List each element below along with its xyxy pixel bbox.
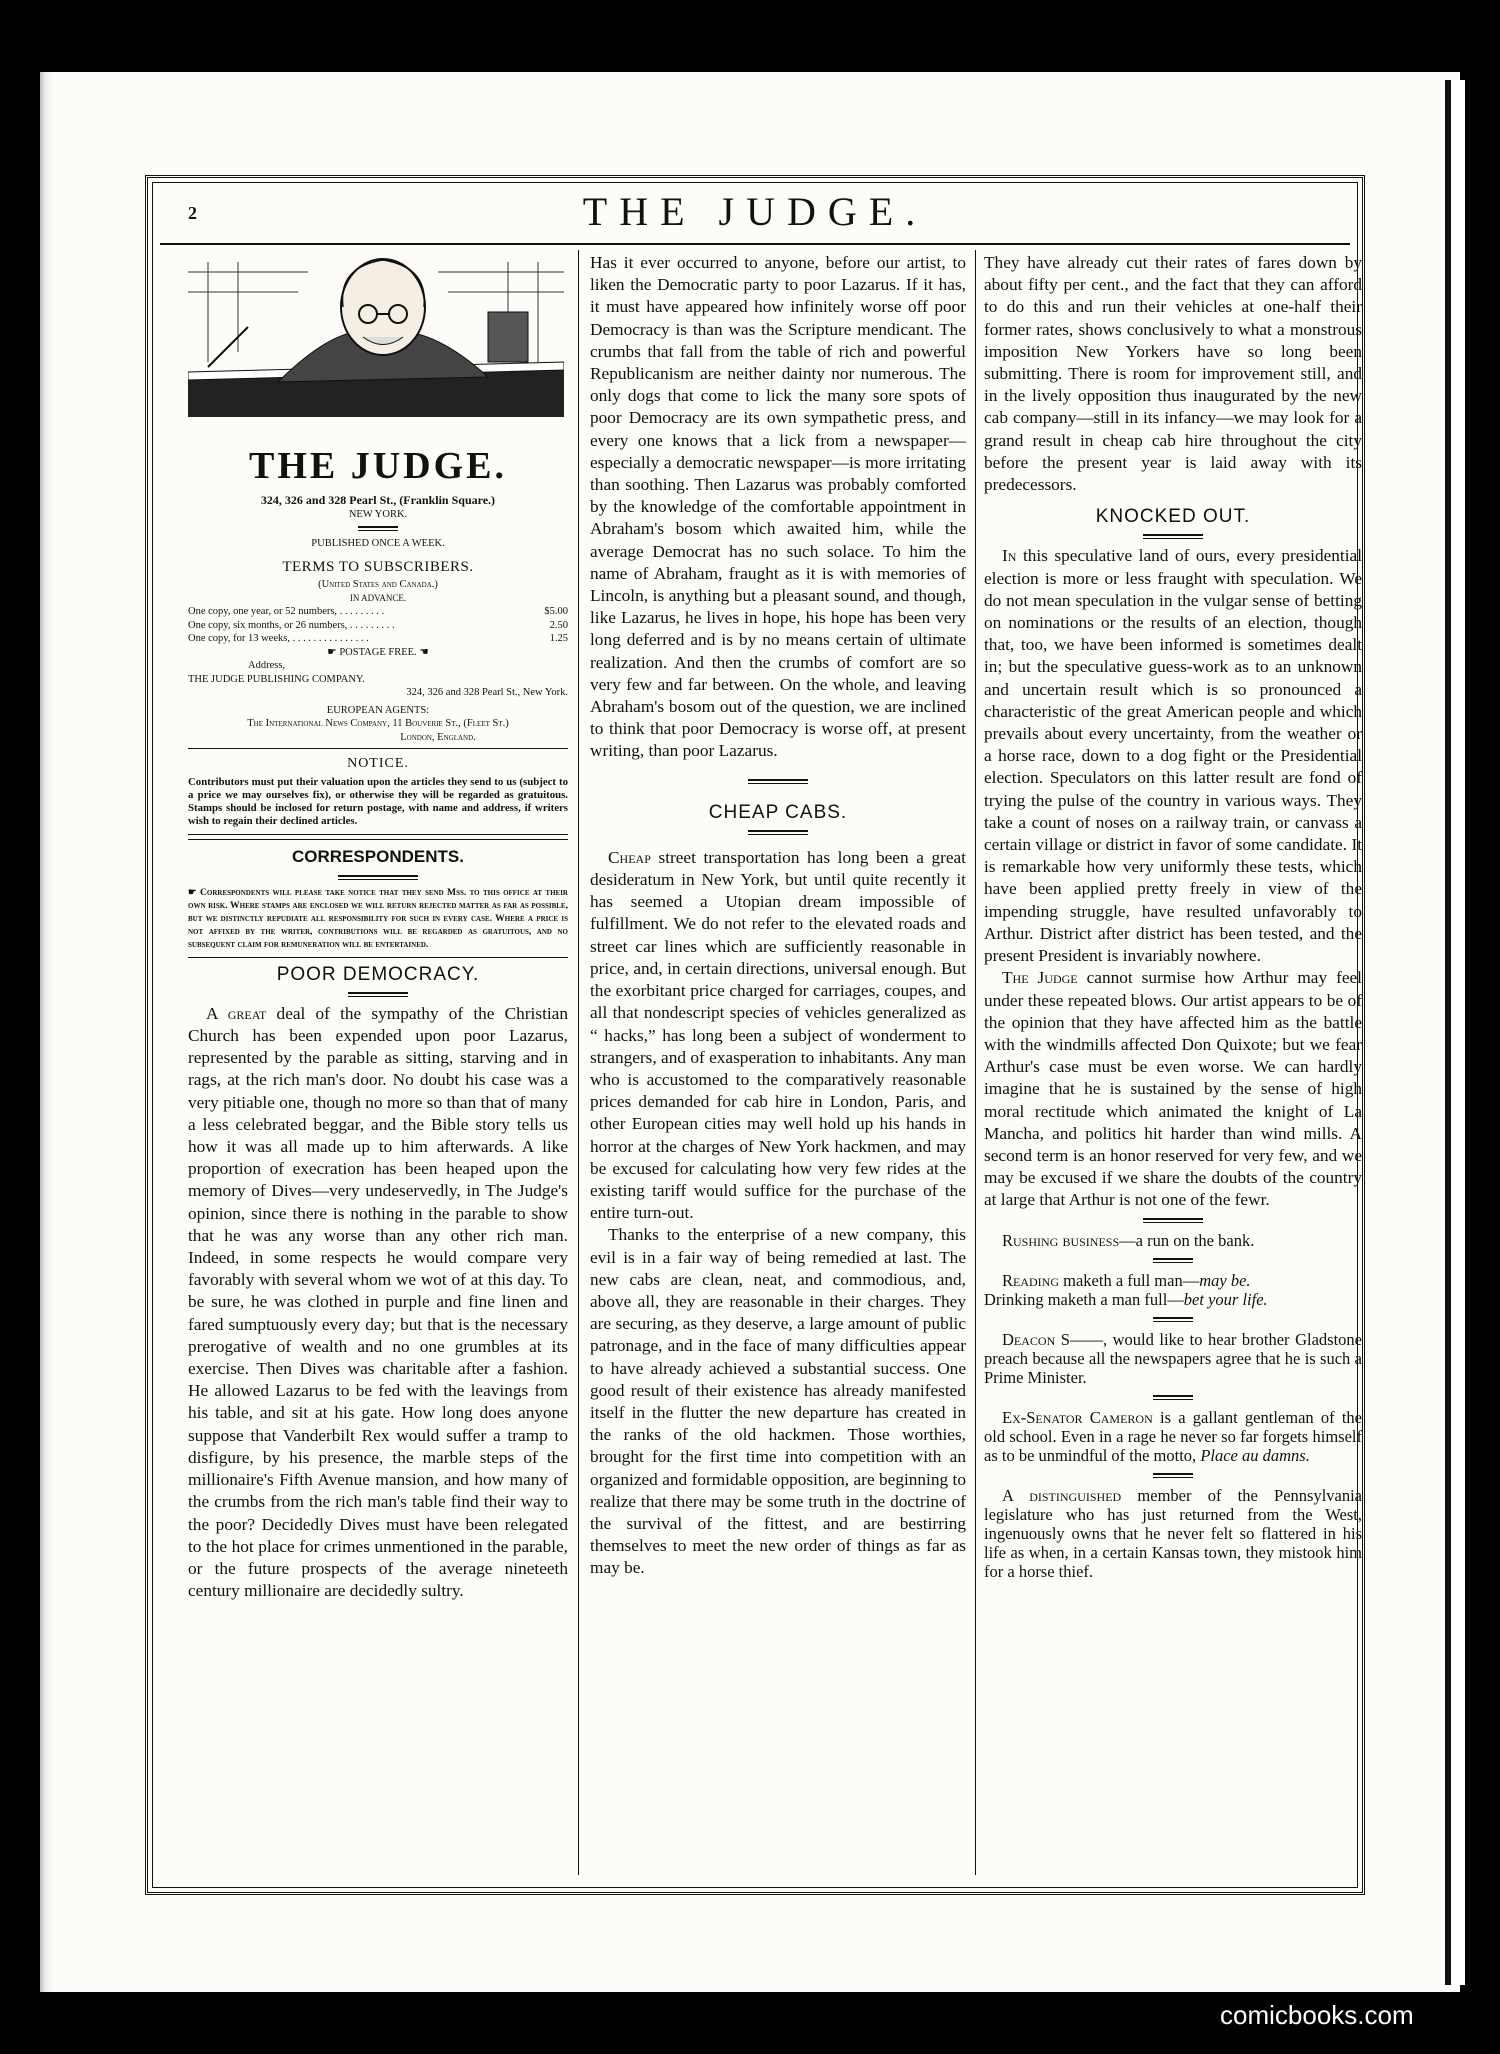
cheap-cabs-title: CHEAP CABS.: [708, 801, 848, 823]
agents-line: London, England.: [400, 731, 476, 743]
next-page-edge: [1445, 80, 1465, 1985]
judge-illustration: [188, 252, 564, 417]
notice-title: NOTICE.: [347, 756, 409, 772]
column-1: [188, 252, 568, 1602]
cheap-cabs-continued: They have already cut their rates of fares down by about fifty per cent., and the fact that they can afford to do this and run their vehicles at one-half their former rates, shows conclusively to what a monstrous imposition New Yorkers have so long been submitting. There is room for improvement still, and in the lively opposition thus inaugurated by the new cab company—still in its infancy—we may look for a grand result in cheap cab hire throughout the city before the present year is laid away with its predecessors.: [984, 253, 1362, 495]
company-address: 324, 326 and 328 Pearl St., New York.: [406, 687, 568, 699]
publisher-address: 324, 326 and 328 Pearl St., (Franklin Square.): [260, 493, 496, 508]
divider: [188, 839, 568, 840]
page-edge: [40, 72, 54, 1992]
address-label: Address,: [248, 660, 286, 672]
page-number: 2: [188, 203, 197, 223]
knocked-out-text: In this speculative land of ours, every presidential election is more or less fraught with speculation. We do not mean speculation in the vulgar sense of betting on nominations or the results of an election, though that, too, we have been informed is sometimes dealt in; but the speculative guess-work as to an unknown and uncertain result which is so pronounced a characteristic of the great American people and which prevails about every uncertainty, from the weather or a horse race, down to a dog fight or the Presidential election. Speculators on this latter result are fond of trying the pulse of the country in various ways. They take a count of noses on a railway train, or canvass a certain village or district in favor of some candidate. It is remarkable how very uniformly these tests, which have been applied pretty freely in view of the impending struggle, have resulted unfavorably to Arthur. District after district has been tested, and the present President is invariably nowhere.: [984, 546, 1362, 966]
pointing-hand-icon: ☛: [327, 646, 337, 658]
divider: [1153, 1317, 1193, 1322]
knocked-out-title: KNOCKED OUT.: [1095, 506, 1251, 528]
publication-frequency: PUBLISHED ONCE A WEEK.: [311, 537, 445, 549]
price-row: One copy, six months, or 26 numbers, . . . . . . . . . 2.50: [188, 619, 568, 631]
price-row: One copy, for 13 weeks, . . . . . . . . . . . . . . . 1.25: [188, 633, 568, 645]
publisher-city: NEW YORK.: [348, 509, 408, 521]
poor-democracy-text: A great deal of the sympathy of the Christian Church has been expended upon poor Lazarus, represented by the parable as sitting, starving and in rags, at the rich man's door. No doubt his case was a very pitiable one, though no more so than that of many a less celebrated beggar, and the Bible story tells us how it was all made up to him afterwards. A like proportion of execration has been heaped upon the memory of Dives—very undeservedly, in The Judge's opinion, since there is nothing in the parable to show that he was any worse than any other rich man. Indeed, in some respects he would compare very favorably with several whom we wot of at this day. To be sure, he was clothed in purple and fine linen and fared sumptuously every day; but that is the necessary prerogative of wealth and no one grumbles at its exercise. Then Dives was charitable after a fashion. He allowed Lazarus to be fed with the leavings from his table, and sit at his gate. How long does anyone suppose that Vanderbilt Rex would suffer a tramp to disfigure, by his presence, the marble steps of the millionaire's Fifth Avenue mansion, and how many of the crumbs from the rich man's table find their way to the poor? Decidedly Dives must have been relegated to the hot place for crimes unmentioned in the parable, or the future prospects of the average nineteeth century millionaire are decidedly sultry.: [188, 1003, 568, 1601]
divider: [748, 779, 808, 784]
watermark: comicbooks.com: [1220, 2000, 1414, 2030]
divider: [1153, 1258, 1193, 1263]
divider: [188, 834, 568, 835]
lazarus-text: Has it ever occurred to anyone, before our artist, to liken the Democratic party to poor Lazarus. If it has, it must have appeared how infinitely worse off poor Democracy is than was the Scripture mendicant. The crumbs that fall from the table of rich and powerful Republicanism are neither dainty nor numerous. The only dogs that come to lick the many sore spots of poor Democracy are its own sympathetic press, and every one knows that a lick from a newspaper—especially a democratic newspaper—is more irritating than soothing. Then Lazarus was probably comforted by the knowledge of the comfortable appointment in Abraham's bosom which awaited him, while the average Democrat has no such solace. To him the name of Abraham, fraught as it is with memories of Lincoln, is anything but a pleasant sound, and though, like Lazarus, he lives in hope, his hope has been very long deferred and is by no means certain of ultimate realization. And then the crumbs of comfort are so very few and far between. On the whole, and leaving Abraham's bosom out of the question, we are inclined to think that poor Democracy is worse off, at present writing, than poor Lazarus.: [590, 253, 966, 761]
divider: [1153, 1473, 1193, 1478]
divider: [358, 526, 398, 531]
divider: [748, 830, 808, 835]
pointing-hand-icon: ☛: [188, 886, 197, 898]
price-list: [188, 605, 568, 646]
divider: [1143, 1218, 1203, 1223]
company-name: THE JUDGE PUBLISHING COMPANY.: [188, 673, 365, 685]
correspondents-title: CORRESPONDENTS.: [292, 847, 464, 867]
notice-text: Contributors must put their valuation upon the articles they send to us (subject to a price we may ourselves fix), or otherwise they will be regarded as gratuitous. Stamps should be inclosed for return postage, with name and address, if writers wish to regain their declined articles.: [188, 775, 568, 828]
cheap-cabs-text: Cheap street transportation has long been a great desideratum in New York, but until quite recently it has seemed a Utopian dream impossible of fulfillment. We do not refer to the elevated roads and street car lines which are sufficiently reasonable in price, and, in certain directions, universal enough. But the exorbitant price charged for carriages, coupes, and all that nondescript species of vehicles generalized as “ hacks,” has long been a subject of wonderment to strangers, and of exasperation to inhabitants. Any man who is accustomed to the comparatively reasonable prices demanded for cab hire in London, Paris, and other European cities may well hold up his hands in horror at the charges of New York hackmen, and may be excused for calculating how very few rides at the existing tariff would suffice for the purchase of the entire turn-out.: [590, 847, 966, 1223]
divider: [1143, 534, 1203, 539]
divider: [188, 957, 568, 958]
pointing-hand-icon: ☚: [419, 646, 429, 658]
cheap-cabs-text-2: Thanks to the enterprise of a new company, this evil is in a fair way of being remedied at last. The new cabs are clean, neat, and commodious, and, above all, they are reasonable in their charges. They are securing, as they deserve, a large amount of public patronage, and in the face of many difficulties appear to have already achieved a substantial success. One good result of their existence has already manifested itself in the flutter the new departure has created in the ranks of the old hackmen. Those worthies, brought for the first time into competition with an organized and formidable opposition, are beginning to realize that there may be some truth in the doctrine of the survival of the fittest, and are bestirring themselves to meet the new order of things as far as may be.: [590, 1225, 966, 1578]
divider: [338, 875, 418, 880]
postage-note: ☛ POSTAGE FREE. ☚: [327, 646, 429, 658]
joke-rushing: Rushing business—a run on the bank.: [1002, 1230, 1255, 1250]
joke-reading: Reading maketh a full man—may be. Drinking maketh a man full—bet your life.: [984, 1270, 1268, 1309]
paper-title: THE JUDGE.: [248, 445, 508, 488]
divider: [348, 992, 408, 997]
joke-cameron: Ex-Senator Cameron is a gallant gentleman of the old school. Even in a rage he never so far forgets himself as to be unmindful of the motto, Place au damns.: [984, 1407, 1363, 1465]
terms-title: TERMS TO SUBSCRIBERS.: [282, 559, 474, 576]
poor-democracy-title: POOR DEMOCRACY.: [276, 963, 480, 985]
agents-line: The International News Company, 11 Bouverie St., (Fleet St.): [247, 718, 509, 730]
joke-deacon: Deacon S——, would like to hear brother Gladstone preach because all the newspapers agree that he is such a Prime Minister.: [984, 1329, 1362, 1387]
correspondents-text: ☛ Correspondents will please take notice that they send Mss. to this office at their own risk. Where stamps are enclosed we will return rejected matter as far as possible, but we distinctly repudiate all responsibility for such in every case. Where a price is not affixed by the writer, contributions will be regarded as gratuitous, and no subsequent claim for remuneration will be entertained.: [188, 886, 568, 950]
column-rule: [975, 250, 976, 1875]
terms-region: (United States and Canada.): [318, 579, 438, 591]
price-row: One copy, one year, or 52 numbers, . . . . . . . . . $5.00: [188, 606, 568, 618]
in-advance: IN ADVANCE.: [349, 592, 407, 603]
column-rule: [578, 250, 579, 1875]
masthead-rule: [160, 243, 1350, 245]
divider: [188, 748, 568, 749]
column-3: [984, 252, 1362, 1581]
divider: [1153, 1395, 1193, 1400]
agents-title: EUROPEAN AGENTS:: [326, 704, 430, 716]
joke-legislator: A distinguished member of the Pennsylvania legislature who has just returned from the West, ingenuously owns that he never felt so flattered in his life as when, in a certain Kansas town, they mistook him for a horse thief.: [984, 1485, 1363, 1581]
masthead: THE JUDGE.: [582, 189, 928, 234]
column-2: [590, 252, 966, 1580]
knocked-out-text-2: The Judge cannot surmise how Arthur may feel under these repeated blows. Our artist appears to be of the opinion that they have affected him as the battle with the windmills affected Don Quixote; but we fear Arthur's case must be even worse. We can hardly imagine that he is sustained by the sense of high moral rectitude which animated the knight of La Mancha, and politics hit harder than wind mills. A second term is an honor reserved for very few, and we may be excused if we share the doubts of the country at large that Arthur is not one of the fewr.: [984, 968, 1362, 1210]
